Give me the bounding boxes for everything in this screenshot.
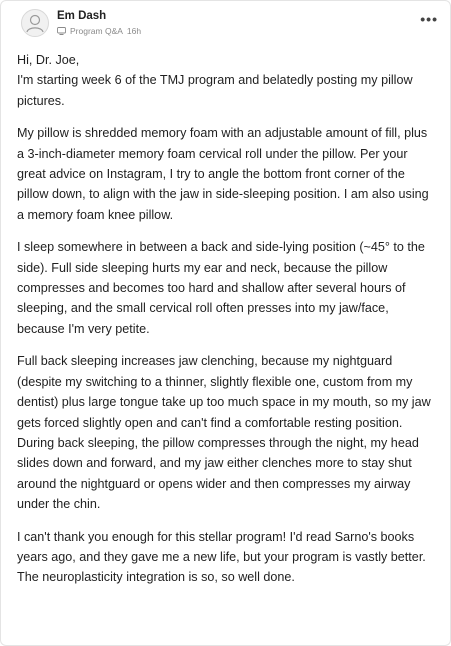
post-greeting: Hi, Dr. Joe,	[17, 53, 80, 67]
post-body	[17, 50, 436, 600]
post-meta	[57, 26, 141, 36]
more-options-icon[interactable]: •••	[420, 11, 438, 27]
post-paragraph: I sleep somewhere in between a back and side-lying position (~45° to the side). Full side sleeping hurts my ear and neck, because the pillow compresses and becomes too hard and shallow after several hours of sleeping, and the small cervical roll often presses into my jaw/face, because I'm very petite.	[17, 240, 425, 336]
post-paragraph: I can't thank you enough for this stellar program! I'd read Sarno's books years ago, and they gave me a new life, but your program is vastly better. The neuroplasticity integration is so, so well done.	[17, 529, 426, 585]
post-header	[13, 8, 440, 44]
user-icon	[22, 10, 48, 36]
avatar[interactable]	[21, 9, 49, 37]
space-icon	[57, 27, 66, 35]
post-paragraph: Full back sleeping increases jaw clenching, because my nightguard (despite my switching to a thinner, slightly flexible one, custom from my dentist) plus large tongue take up too much space in my mouth, so my jaw gets forced slightly open and can't find a comfortable resting position. During back sleeping, the pillow compresses through the night, my head slides down and forward, and my jaw either clenches more to stay shut around the nightguard or opens wider and then compresses my airway under the chin.	[17, 354, 431, 512]
post-paragraph: My pillow is shredded memory foam with an adjustable amount of fill, plus a 3-inch-diameter memory foam cervical roll under the pillow. Per your great advice on Instagram, I try to angle the bottom front corner of the pillow down, to align with the jaw in side-sleeping position. I am also using a memory foam knee pillow.	[17, 126, 429, 222]
post-time: 16h	[126, 26, 142, 36]
author-name[interactable]: Em Dash	[57, 10, 107, 22]
space-name[interactable]: Program Q&A	[70, 26, 123, 36]
post-paragraph: I'm starting week 6 of the TMJ program and belatedly posting my pillow pictures.	[17, 73, 413, 108]
